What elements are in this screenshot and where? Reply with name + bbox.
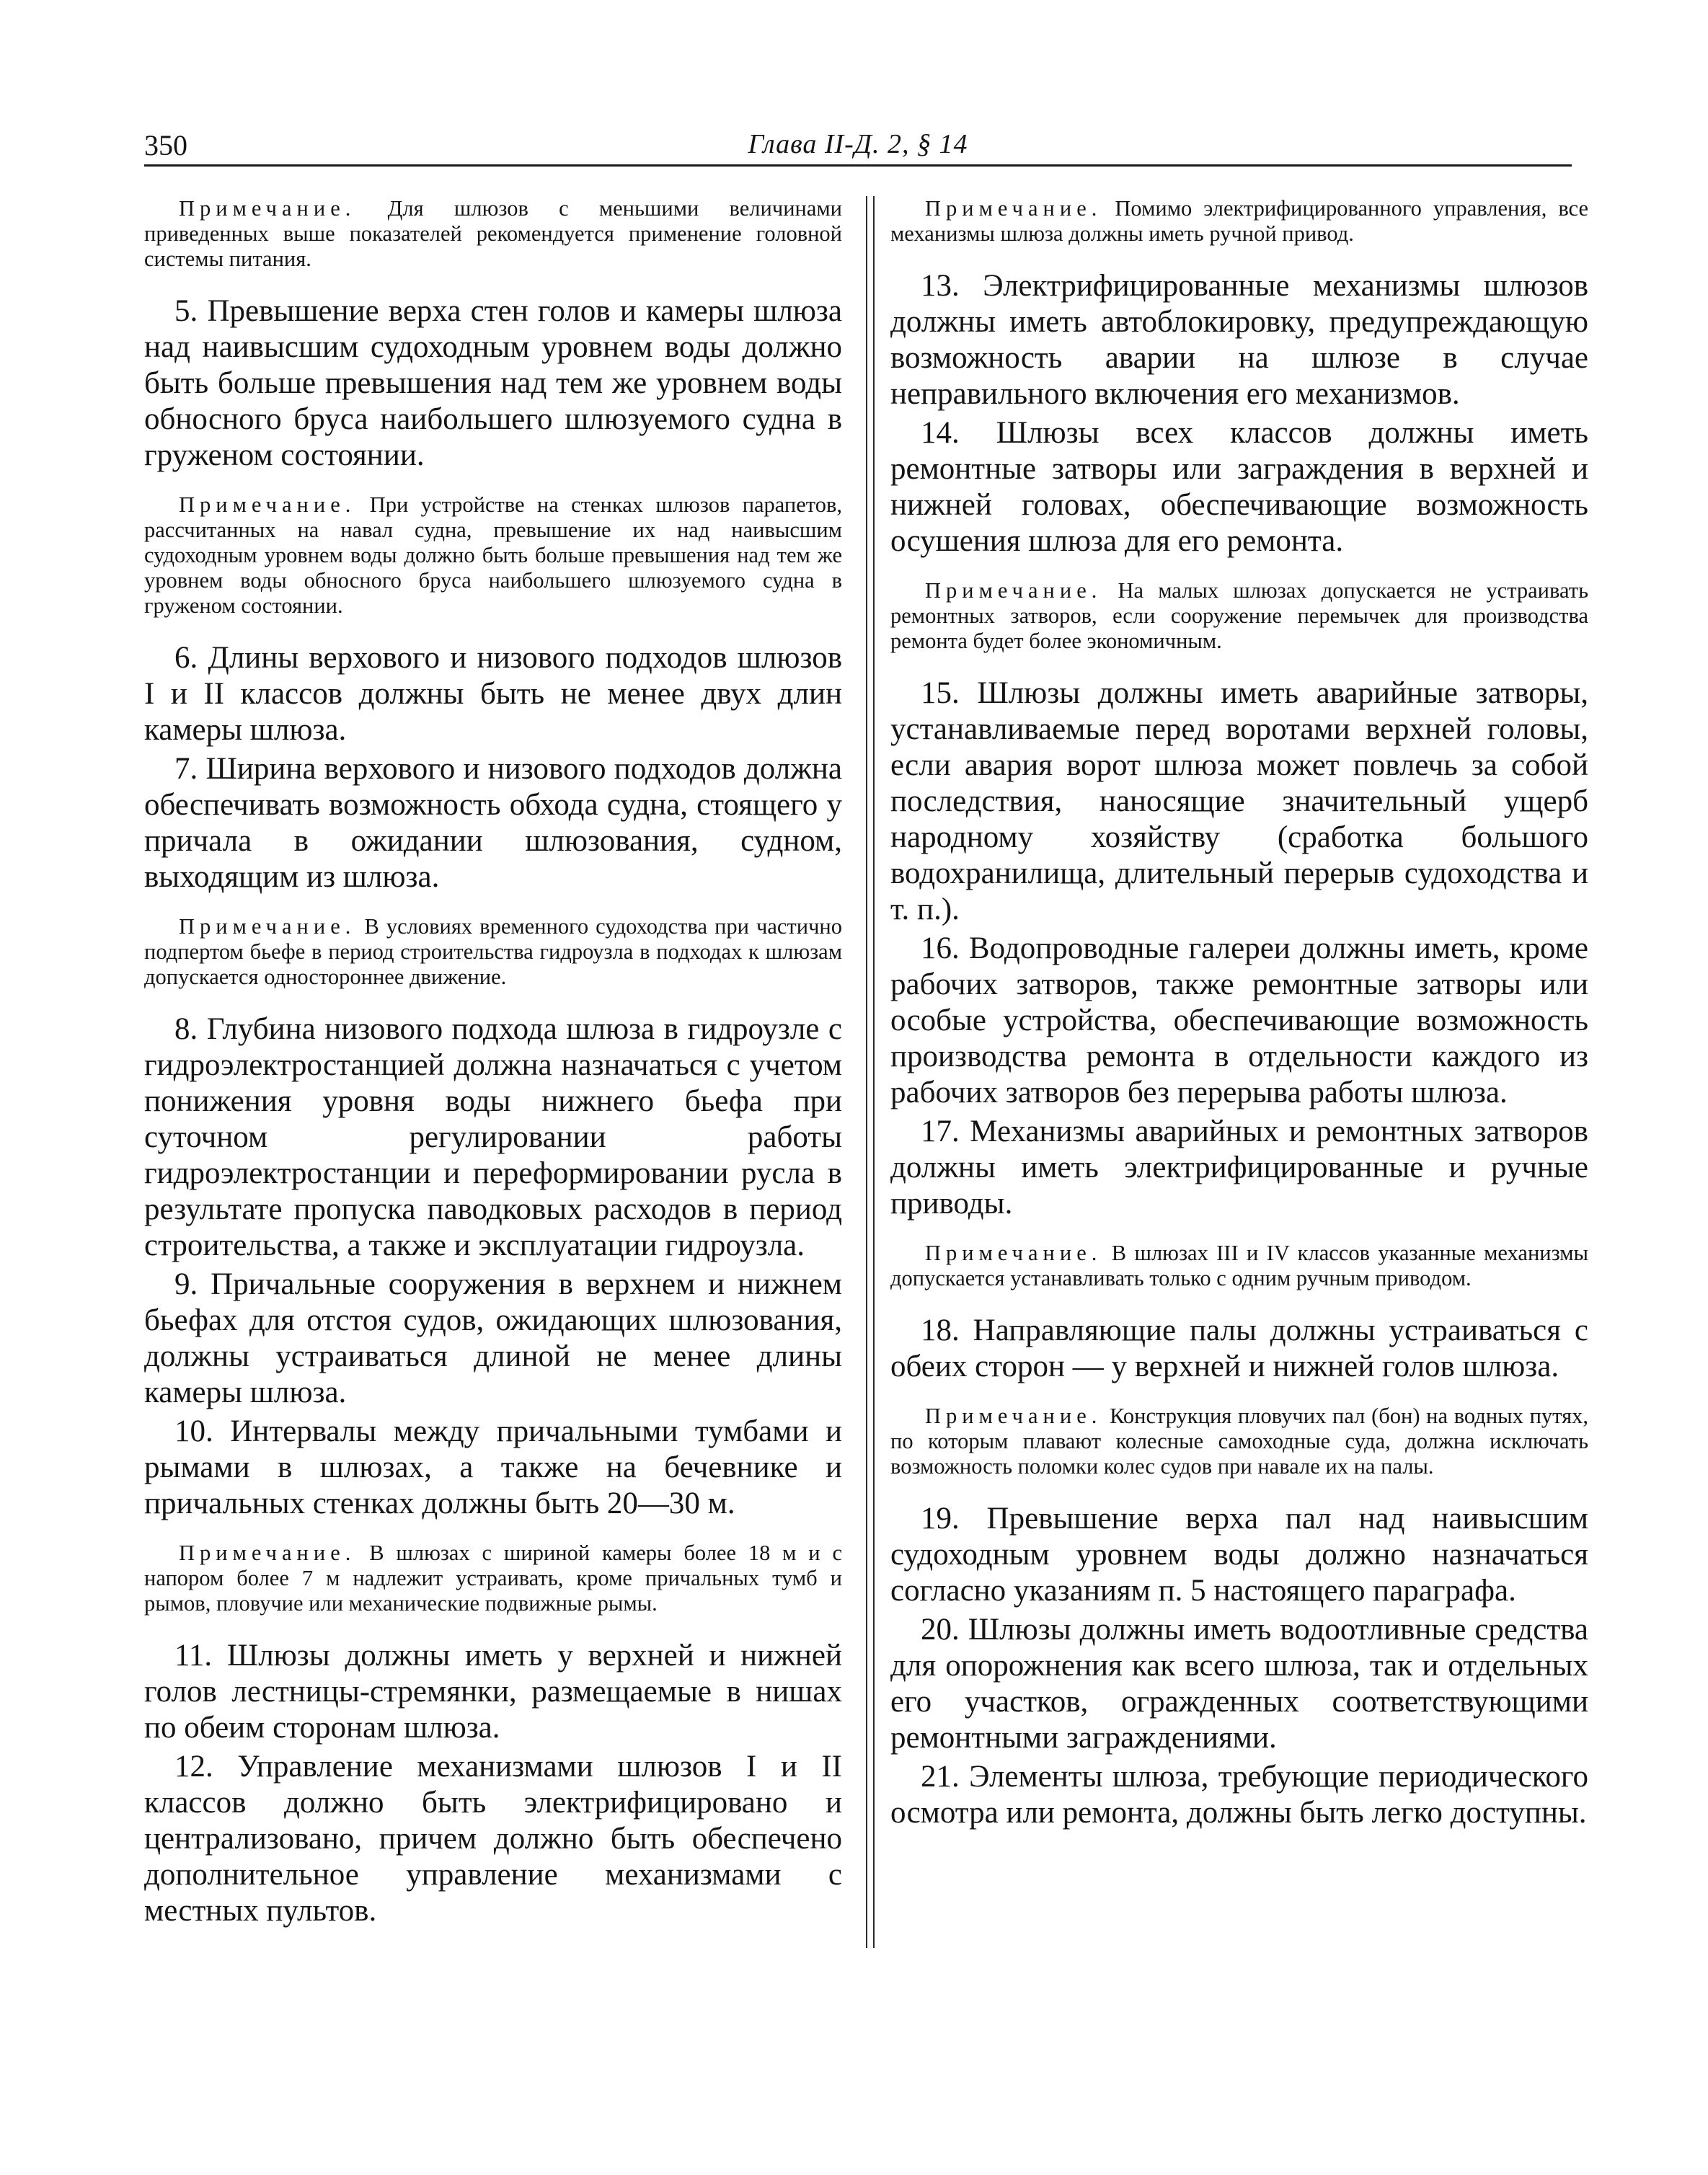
note [144,196,842,272]
note-label: Примечание. [925,1241,1102,1265]
left-column [144,196,842,1932]
paragraph-19: 19. Превышение верха пал над наивысшим судоходным уровнем воды должно назначаться согласно указаниям п. 5 настоящего параграфа. [890,1502,1588,1608]
paragraph-6: 6. Длины верхового и низового подходов шлюзов I и II классов должны быть не менее двух длин камеры шлюза. [144,641,842,747]
note-text: Помимо электрифицированного управления, все механизмы шлюза должны иметь ручной привод. [890,196,1589,246]
note-label: Примечание. [179,914,356,939]
page-number: 350 [144,129,187,161]
paragraph-20: 20. Шлюзы должны иметь водоотливные средства для опорожнения как всего шлюза, так и отдельных его участков, огражденных соответствующими ремонтными заграждениями. [890,1613,1588,1755]
paragraph-15: 15. Шлюзы должны иметь аварийные затворы, устанавливаемые перед воротами верхней головы, если авария ворот шлюза может повлечь за собой последствия, наносящие значительный ущерб народному хозяйству (сработка большого водохранилища, длительный перерыв судоходства и т. п.). [890,676,1588,926]
right-column [890,196,1588,1834]
note-text: В условиях временного судоходства при частично подпертом бьефе в период строительства гидроузла в подходах к шлюзам допускается одностороннее движение. [144,914,842,989]
note [144,492,842,619]
note [144,914,842,990]
note-text: В шлюзах III и IV классов указанные механизмы допускается устанавливать только с одним ручным приводом. [890,1241,1588,1290]
note [890,1241,1588,1291]
note-text: На малых шлюзах допускается не устраивать ремонтных затворов, если сооружение перемычек для производства ремонта будет более экономичным. [890,578,1588,653]
note-label: Примечание. [179,1541,356,1565]
paragraph-11: 11. Шлюзы должны иметь у верхней и нижней голов лестницы-стремянки, размещаемые в нишах по обеим сторонам шлюза. [144,1639,842,1745]
note-label: Примечание. [179,492,356,517]
note-text: Конструкция пловучих пал (бон) на водных путях, по которым плавают колесные самоходные суда, должна исключать возможность поломки колес судов при навале их на палы. [890,1404,1588,1479]
note [890,1404,1588,1479]
note [890,578,1588,654]
note-label: Примечание. [179,196,356,221]
paragraph-13: 13. Электрифицированные механизмы шлюзов должны иметь автоблокировку, предупреждающую возможность аварии на шлюзе в случае неправильного включения его механизмов. [890,269,1588,411]
note-label: Примечание. [925,1404,1102,1428]
paragraph-14: 14. Шлюзы всех классов должны иметь ремонтные затворы или заграждения в верхней и нижней головах, обеспечивающие возможность осушения шлюза для его ремонта. [890,416,1588,558]
note [144,1541,842,1616]
note-text: При устройстве на стенках шлюзов парапетов, рассчитанных на навал судна, превышение их над наивысшим судоходным уровнем воды должно быть больше превышения над тем же уровнем воды обносного бруса наибольшего шлюзуемого судна в груженом состоянии. [144,492,842,618]
note-text: Для шлюзов с меньшими величинами приведенных выше показателей рекомендуется применение головной системы питания. [144,196,842,271]
note-label: Примечание. [925,578,1102,603]
paragraph-5: 5. Превышение верха стен голов и камеры шлюза над наивысшим судоходным уровнем воды должно быть больше превышения над тем же уровнем воды обносного бруса наибольшего шлюзуемого судна в груженом состоянии. [144,294,842,472]
paragraph-17: 17. Механизмы аварийных и ремонтных затворов должны иметь электрифицированные и ручные приводы. [890,1115,1588,1221]
paragraph-9: 9. Причальные сооружения в верхнем и нижнем бьефах для отстоя судов, ожидающих шлюзования, должны устраиваться длиной не менее длины камеры шлюза. [144,1267,842,1409]
paragraph-7: 7. Ширина верхового и низового подходов должна обеспечивать возможность обхода судна, стоящего у причала в ожидании шлюзования, судном, выходящим из шлюза. [144,752,842,894]
note [890,196,1588,247]
paragraph-10: 10. Интервалы между причальными тумбами и рымами в шлюзах, а также на бечевнике и причальных стенках должны быть 20—30 м. [144,1414,842,1520]
paragraph-18: 18. Направляющие палы должны устраиваться с обеих сторон — у верхней и нижней голов шлюза. [890,1314,1588,1383]
paragraph-16: 16. Водопроводные галереи должны иметь, кроме рабочих затворов, также ремонтные затворы или особые устройства, обеспечивающие возможность производства ремонта в отдельности каждого из рабочих затворов без перерыва работы шлюза. [890,931,1588,1109]
paragraph-8: 8. Глубина низового подхода шлюза в гидроузле с гидроэлектростанцией должна назначаться с учетом понижения уровня воды нижнего бьефа при суточном регулировании работы гидроэлектростанции и переформировании русла в результате пропуска паводковых расходов в период строительства, а также и эксплуатации гидроузла. [144,1012,842,1262]
paragraph-12: 12. Управление механизмами шлюзов I и II классов должно быть электрифицировано и централизовано, причем должно быть обеспечено дополнительное управление механизмами с местных пультов. [144,1750,842,1928]
paragraph-21: 21. Элементы шлюза, требующие периодического осмотра или ремонта, должны быть легко доступны. [890,1760,1588,1830]
page-header [144,128,1572,167]
note-label: Примечание. [925,196,1102,221]
note-text: В шлюзах с шириной камеры более 18 м и с напором более 7 м надлежит устраивать, кроме причальных тумб и рымов, пловучие или механические подвижные рымы. [144,1541,843,1616]
running-head: Глава II-Д. 2, § 14 [748,129,968,159]
column-divider [866,196,875,1948]
